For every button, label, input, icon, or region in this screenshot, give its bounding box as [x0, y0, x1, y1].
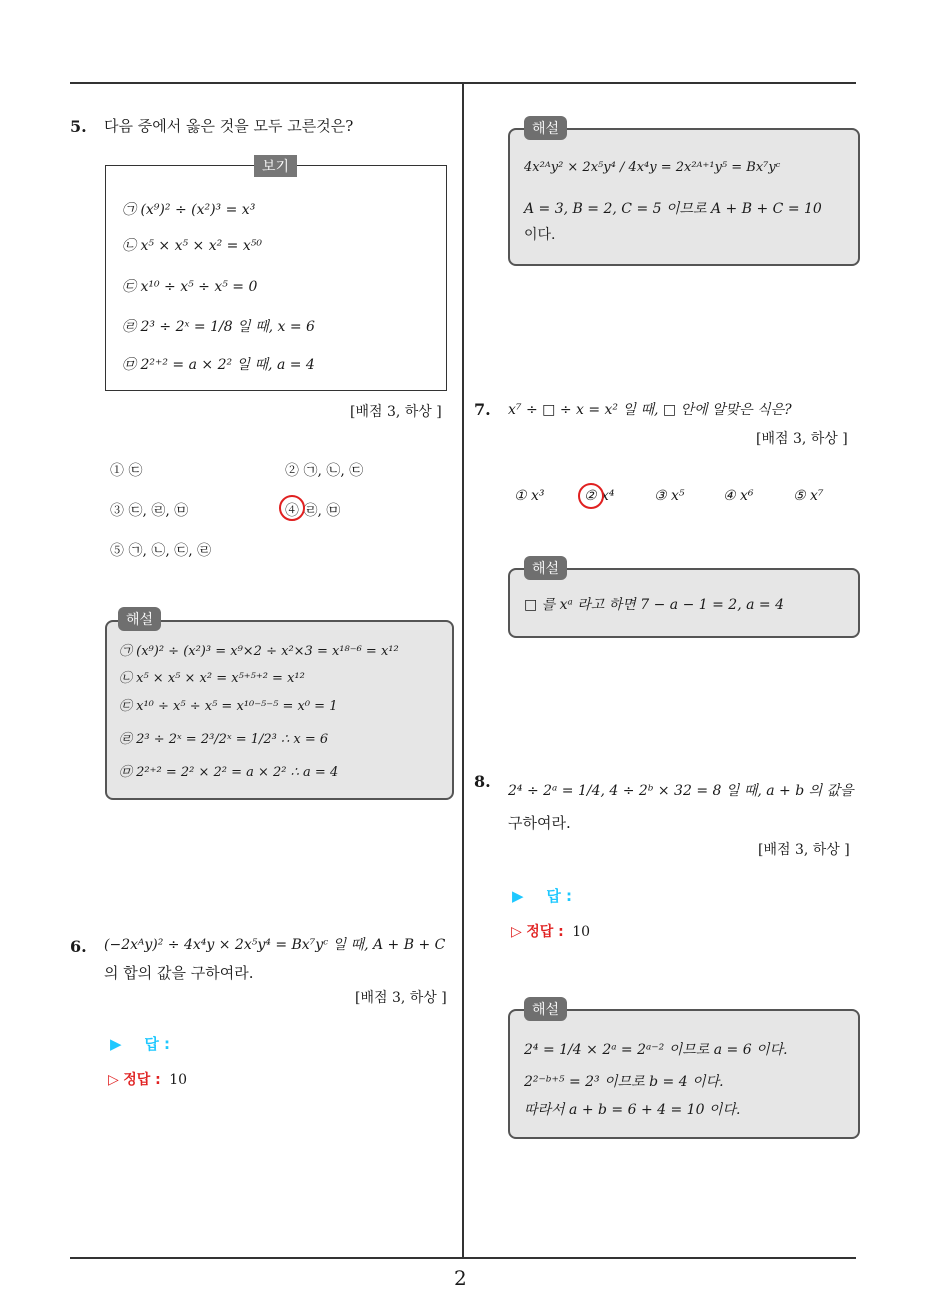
page-number: 2	[454, 1266, 467, 1290]
q5-bogi-box	[105, 165, 447, 391]
q7-choice-4[interactable]: ④ x⁶	[723, 488, 754, 504]
q6-solution-line-2: A = 3, B = 2, C = 5 이므로 A + B + C = 10	[524, 201, 822, 217]
q5-solution-line-3: ㉢ x¹⁰ ÷ x⁵ ÷ x⁵ = x¹⁰⁻⁵⁻⁵ = x⁰ = 1	[119, 699, 338, 714]
q5-bogi-item-5: ㉤ 2²⁺² = a × 2² 일 때, a = 4	[122, 357, 315, 373]
q5-solution-line-2: ㉡ x⁵ × x⁵ × x² = x⁵⁺⁵⁺² = x¹²	[119, 671, 305, 686]
q5-solution-line-5: ㉤ 2²⁺² = 2² × 2² = a × 2² ∴ a = 4	[119, 765, 339, 780]
q8-solution-label: 해설	[524, 997, 567, 1021]
q6-answer-label: 답 :	[144, 1035, 171, 1053]
q8-solution-box	[508, 1009, 860, 1139]
q7-number: 7.	[474, 400, 491, 419]
q8-score: [배점 3, 하상 ]	[758, 842, 850, 858]
q7-choice-1[interactable]: ① x³	[514, 488, 545, 504]
q8-answer-label: 답 :	[546, 887, 573, 905]
q6-solution-label: 해설	[524, 116, 567, 140]
q8-question-line-1: 2⁴ ÷ 2ᵃ = 1/4, 4 ÷ 2ᵇ × 32 = 8 일 때, a + b 의 값을	[508, 783, 854, 799]
q6-number: 6.	[70, 937, 87, 956]
q5-solution-line-1: ㉠ (x⁹)² ÷ (x²)³ = x⁹×2 ÷ x²×3 = x¹⁸⁻⁶ = x¹²	[119, 644, 399, 659]
q6-solution-line-1: 4x²ᴬy² × 2x⁵y⁴ / 4x⁴y = 2x²ᴬ⁺¹y⁵ = Bx⁷yᶜ	[524, 160, 781, 175]
q5-solution-box	[105, 620, 454, 800]
q7-choice-5[interactable]: ⑤ x⁷	[793, 488, 824, 504]
q6-correct-row	[108, 1069, 187, 1089]
q5-bogi-label: 보기	[254, 155, 297, 177]
q6-question-line-1: (−2xᴬy)² ÷ 4x⁴y × 2x⁵y⁴ = Bx⁷yᶜ 일 때, A + B + C	[104, 937, 446, 953]
q5-choice-4[interactable]: ④ ㉣, ㉤	[285, 503, 341, 519]
q5-choice-3[interactable]: ③ ㉢, ㉣, ㉤	[110, 503, 189, 519]
q5-bogi-item-3: ㉢ x¹⁰ ÷ x⁵ ÷ x⁵ = 0	[122, 279, 258, 295]
q5-number: 5.	[70, 117, 87, 136]
q6-solution-box	[508, 128, 860, 266]
q5-solution-label: 해설	[118, 607, 161, 631]
q8-answer-row	[512, 885, 572, 906]
q5-answer-circle	[279, 495, 305, 521]
q7-choice-3[interactable]: ③ x⁵	[654, 488, 685, 504]
q6-question-line-2: 의 합의 값을 구하여라.	[104, 964, 254, 982]
q8-number: 8.	[474, 772, 491, 791]
outline-arrow-icon: ▷	[108, 1072, 119, 1088]
q7-solution-line: □ 를 xᵃ 라고 하면 7 − a − 1 = 2, a = 4	[524, 597, 784, 613]
q8-correct-row	[511, 921, 590, 941]
q8-solution-line-1: 2⁴ = 1/4 × 2ᵃ = 2ᵃ⁻² 이므로 a = 6 이다.	[524, 1042, 788, 1058]
q7-solution-label: 해설	[524, 556, 567, 580]
q5-score: [배점 3, 하상 ]	[350, 404, 442, 420]
q5-question-text: 다음 중에서 옳은 것을 모두 고른것은?	[104, 117, 354, 135]
q5-bogi-item-4: ㉣ 2³ ÷ 2ˣ = 1/8 일 때, x = 6	[122, 319, 315, 335]
q5-bogi-item-2: ㉡ x⁵ × x⁵ × x² = x⁵⁰	[122, 238, 262, 254]
q6-score: [배점 3, 하상 ]	[355, 990, 447, 1006]
q7-answer-circle	[578, 483, 604, 509]
outline-arrow-icon: ▷	[511, 924, 522, 940]
play-arrow-icon: ▶	[512, 887, 524, 905]
column-divider	[462, 84, 464, 1258]
q8-question-line-2: 구하여라.	[508, 814, 571, 832]
q6-correct-value: 10	[169, 1072, 188, 1088]
q5-choice-2[interactable]: ② ㉠, ㉡, ㉢	[285, 463, 364, 479]
q5-bogi-item-1: ㉠ (x⁹)² ÷ (x²)³ = x³	[122, 202, 256, 218]
q7-choice-2[interactable]: ② x⁴	[584, 488, 615, 504]
q7-score: [배점 3, 하상 ]	[756, 431, 848, 447]
q6-solution-line-3: 이다.	[524, 227, 556, 243]
q6-answer-row	[110, 1033, 170, 1054]
q8-solution-line-2: 2²⁻ᵇ⁺⁵ = 2³ 이므로 b = 4 이다.	[524, 1074, 724, 1090]
bottom-rule	[70, 1257, 856, 1259]
q8-solution-line-3: 따라서 a + b = 6 + 4 = 10 이다.	[524, 1102, 741, 1118]
q5-choice-1[interactable]: ① ㉢	[110, 463, 143, 479]
q6-correct-label: 정답 :	[123, 1072, 161, 1088]
q8-correct-label: 정답 :	[526, 924, 564, 940]
q7-question-text: x⁷ ÷ □ ÷ x = x² 일 때, □ 안에 알맞은 식은?	[508, 402, 792, 418]
q5-choice-5[interactable]: ⑤ ㉠, ㉡, ㉢, ㉣	[110, 543, 212, 559]
q5-solution-line-4: ㉣ 2³ ÷ 2ˣ = 2³/2ˣ = 1/2³ ∴ x = 6	[119, 732, 329, 747]
q8-correct-value: 10	[572, 924, 591, 940]
play-arrow-icon: ▶	[110, 1035, 122, 1053]
